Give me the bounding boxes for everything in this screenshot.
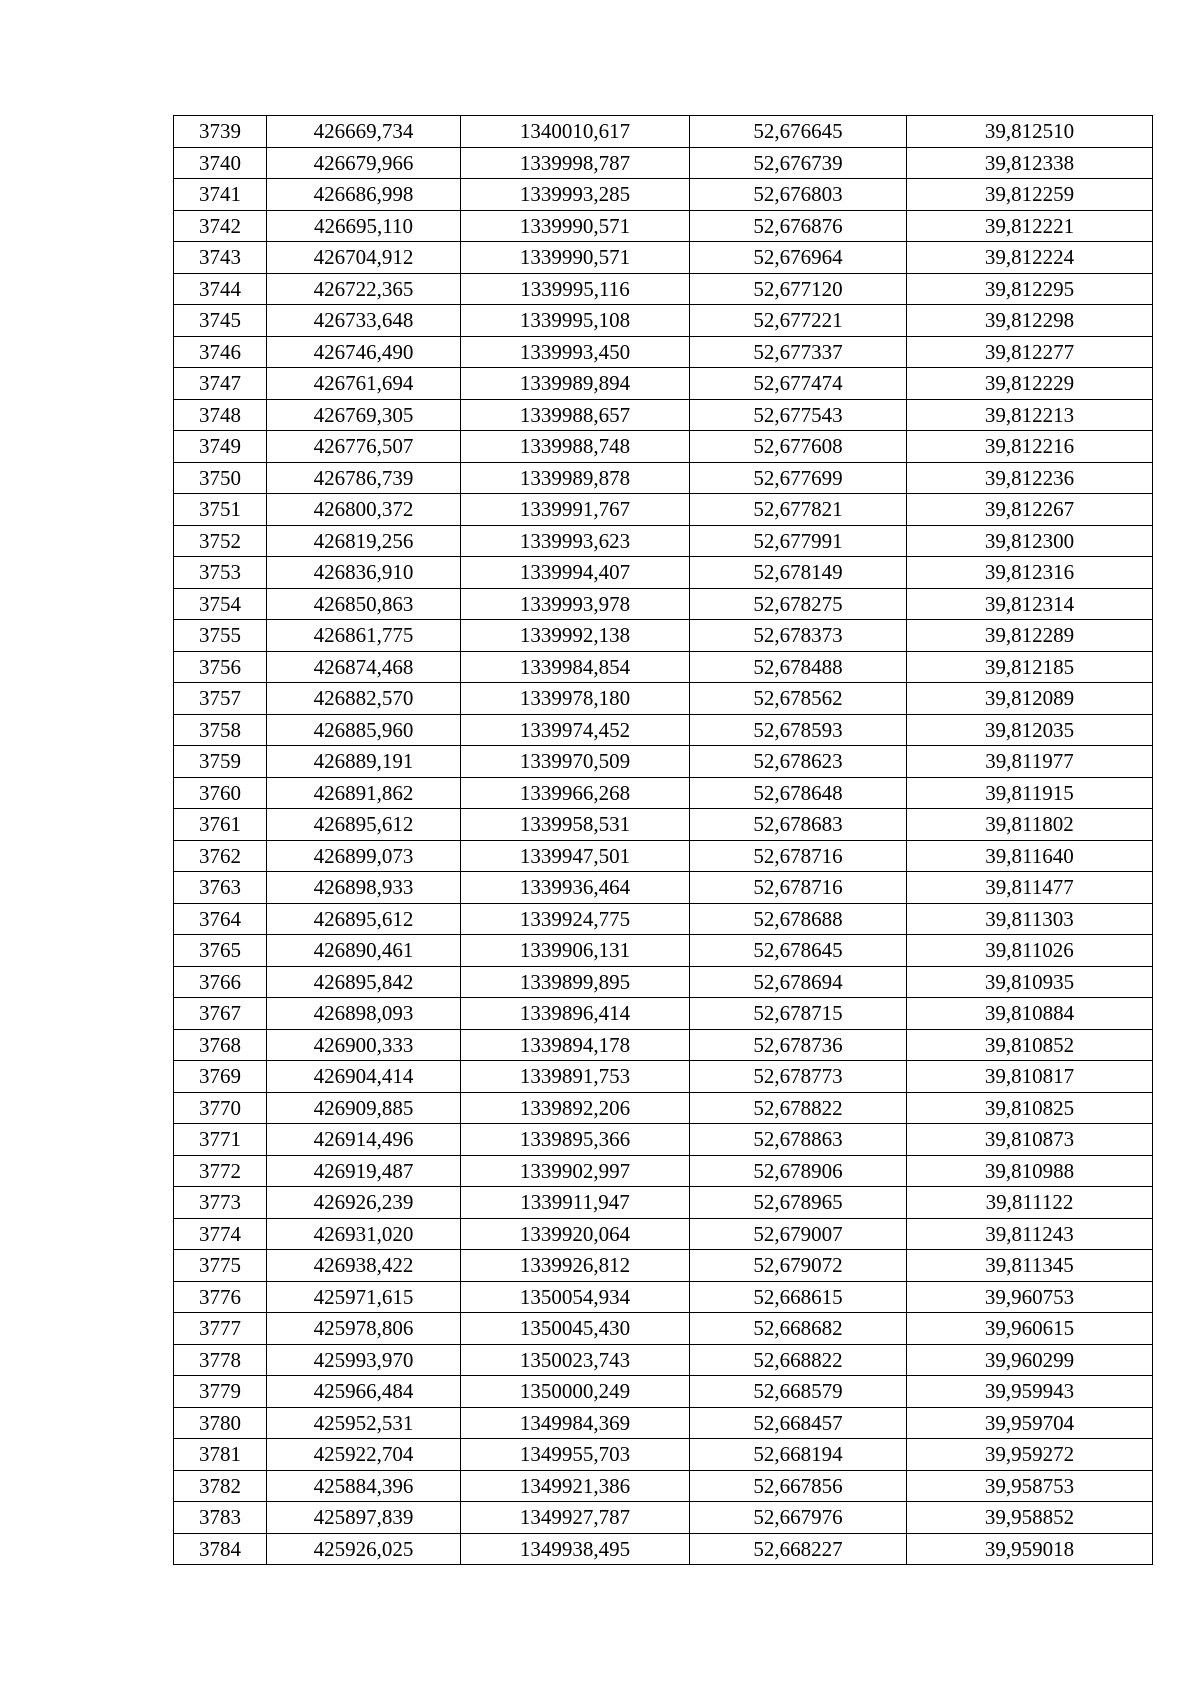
latitude-cell: 52,678149 bbox=[690, 557, 907, 589]
longitude-cell: 39,812295 bbox=[907, 273, 1153, 305]
y-coordinate-cell: 1339995,108 bbox=[461, 305, 690, 337]
point-number-cell: 3762 bbox=[174, 840, 267, 872]
latitude-cell: 52,668682 bbox=[690, 1313, 907, 1345]
point-number-cell: 3742 bbox=[174, 210, 267, 242]
table-row bbox=[174, 1155, 1153, 1187]
longitude-cell: 39,812298 bbox=[907, 305, 1153, 337]
longitude-cell: 39,810817 bbox=[907, 1061, 1153, 1093]
point-number-cell: 3751 bbox=[174, 494, 267, 526]
y-coordinate-cell: 1339947,501 bbox=[461, 840, 690, 872]
y-coordinate-cell: 1350023,743 bbox=[461, 1344, 690, 1376]
point-number-cell: 3770 bbox=[174, 1092, 267, 1124]
latitude-cell: 52,678373 bbox=[690, 620, 907, 652]
x-coordinate-cell: 425952,531 bbox=[267, 1407, 461, 1439]
y-coordinate-cell: 1339993,623 bbox=[461, 525, 690, 557]
longitude-cell: 39,958753 bbox=[907, 1470, 1153, 1502]
table-row bbox=[174, 1313, 1153, 1345]
latitude-cell: 52,678965 bbox=[690, 1187, 907, 1219]
x-coordinate-cell: 426898,933 bbox=[267, 872, 461, 904]
x-coordinate-cell: 426679,966 bbox=[267, 147, 461, 179]
latitude-cell: 52,668194 bbox=[690, 1439, 907, 1471]
y-coordinate-cell: 1339895,366 bbox=[461, 1124, 690, 1156]
longitude-cell: 39,812035 bbox=[907, 714, 1153, 746]
point-number-cell: 3756 bbox=[174, 651, 267, 683]
x-coordinate-cell: 426895,612 bbox=[267, 809, 461, 841]
point-number-cell: 3740 bbox=[174, 147, 267, 179]
x-coordinate-cell: 426776,507 bbox=[267, 431, 461, 463]
longitude-cell: 39,812185 bbox=[907, 651, 1153, 683]
longitude-cell: 39,960753 bbox=[907, 1281, 1153, 1313]
latitude-cell: 52,676803 bbox=[690, 179, 907, 211]
latitude-cell: 52,678716 bbox=[690, 840, 907, 872]
longitude-cell: 39,810935 bbox=[907, 966, 1153, 998]
point-number-cell: 3780 bbox=[174, 1407, 267, 1439]
longitude-cell: 39,811477 bbox=[907, 872, 1153, 904]
longitude-cell: 39,811243 bbox=[907, 1218, 1153, 1250]
x-coordinate-cell: 426900,333 bbox=[267, 1029, 461, 1061]
latitude-cell: 52,677474 bbox=[690, 368, 907, 400]
point-number-cell: 3763 bbox=[174, 872, 267, 904]
x-coordinate-cell: 426904,414 bbox=[267, 1061, 461, 1093]
point-number-cell: 3778 bbox=[174, 1344, 267, 1376]
x-coordinate-cell: 425897,839 bbox=[267, 1502, 461, 1534]
y-coordinate-cell: 1339924,775 bbox=[461, 903, 690, 935]
y-coordinate-cell: 1349938,495 bbox=[461, 1533, 690, 1565]
latitude-cell: 52,668822 bbox=[690, 1344, 907, 1376]
point-number-cell: 3754 bbox=[174, 588, 267, 620]
latitude-cell: 52,677699 bbox=[690, 462, 907, 494]
longitude-cell: 39,960615 bbox=[907, 1313, 1153, 1345]
longitude-cell: 39,812213 bbox=[907, 399, 1153, 431]
x-coordinate-cell: 425926,025 bbox=[267, 1533, 461, 1565]
y-coordinate-cell: 1339990,571 bbox=[461, 210, 690, 242]
latitude-cell: 52,678275 bbox=[690, 588, 907, 620]
longitude-cell: 39,812338 bbox=[907, 147, 1153, 179]
longitude-cell: 39,810825 bbox=[907, 1092, 1153, 1124]
table-row bbox=[174, 525, 1153, 557]
longitude-cell: 39,812316 bbox=[907, 557, 1153, 589]
table-row bbox=[174, 1407, 1153, 1439]
latitude-cell: 52,678683 bbox=[690, 809, 907, 841]
y-coordinate-cell: 1339926,812 bbox=[461, 1250, 690, 1282]
y-coordinate-cell: 1339990,571 bbox=[461, 242, 690, 274]
y-coordinate-cell: 1339958,531 bbox=[461, 809, 690, 841]
latitude-cell: 52,678736 bbox=[690, 1029, 907, 1061]
latitude-cell: 52,678716 bbox=[690, 872, 907, 904]
point-number-cell: 3748 bbox=[174, 399, 267, 431]
y-coordinate-cell: 1339989,894 bbox=[461, 368, 690, 400]
y-coordinate-cell: 1339896,414 bbox=[461, 998, 690, 1030]
x-coordinate-cell: 426769,305 bbox=[267, 399, 461, 431]
latitude-cell: 52,678863 bbox=[690, 1124, 907, 1156]
table-row bbox=[174, 935, 1153, 967]
x-coordinate-cell: 425922,704 bbox=[267, 1439, 461, 1471]
table-row bbox=[174, 1344, 1153, 1376]
point-number-cell: 3782 bbox=[174, 1470, 267, 1502]
longitude-cell: 39,812229 bbox=[907, 368, 1153, 400]
x-coordinate-cell: 426704,912 bbox=[267, 242, 461, 274]
x-coordinate-cell: 426836,910 bbox=[267, 557, 461, 589]
table-row bbox=[174, 1187, 1153, 1219]
y-coordinate-cell: 1349927,787 bbox=[461, 1502, 690, 1534]
longitude-cell: 39,811802 bbox=[907, 809, 1153, 841]
point-number-cell: 3757 bbox=[174, 683, 267, 715]
table-row bbox=[174, 620, 1153, 652]
longitude-cell: 39,812277 bbox=[907, 336, 1153, 368]
table-row bbox=[174, 462, 1153, 494]
table-row bbox=[174, 1092, 1153, 1124]
y-coordinate-cell: 1350000,249 bbox=[461, 1376, 690, 1408]
table-row bbox=[174, 809, 1153, 841]
x-coordinate-cell: 426919,487 bbox=[267, 1155, 461, 1187]
y-coordinate-cell: 1339978,180 bbox=[461, 683, 690, 715]
latitude-cell: 52,678715 bbox=[690, 998, 907, 1030]
y-coordinate-cell: 1340010,617 bbox=[461, 116, 690, 148]
x-coordinate-cell: 425971,615 bbox=[267, 1281, 461, 1313]
table-row bbox=[174, 683, 1153, 715]
x-coordinate-cell: 426861,775 bbox=[267, 620, 461, 652]
longitude-cell: 39,812224 bbox=[907, 242, 1153, 274]
point-number-cell: 3760 bbox=[174, 777, 267, 809]
x-coordinate-cell: 426914,496 bbox=[267, 1124, 461, 1156]
table-row bbox=[174, 399, 1153, 431]
latitude-cell: 52,678645 bbox=[690, 935, 907, 967]
table-row bbox=[174, 1470, 1153, 1502]
longitude-cell: 39,812300 bbox=[907, 525, 1153, 557]
point-number-cell: 3773 bbox=[174, 1187, 267, 1219]
x-coordinate-cell: 426686,998 bbox=[267, 179, 461, 211]
latitude-cell: 52,678773 bbox=[690, 1061, 907, 1093]
x-coordinate-cell: 426891,862 bbox=[267, 777, 461, 809]
point-number-cell: 3767 bbox=[174, 998, 267, 1030]
point-number-cell: 3775 bbox=[174, 1250, 267, 1282]
table-row bbox=[174, 1061, 1153, 1093]
x-coordinate-cell: 426895,612 bbox=[267, 903, 461, 935]
latitude-cell: 52,677991 bbox=[690, 525, 907, 557]
table-row bbox=[174, 1281, 1153, 1313]
point-number-cell: 3764 bbox=[174, 903, 267, 935]
latitude-cell: 52,678648 bbox=[690, 777, 907, 809]
x-coordinate-cell: 426819,256 bbox=[267, 525, 461, 557]
latitude-cell: 52,677608 bbox=[690, 431, 907, 463]
x-coordinate-cell: 425978,806 bbox=[267, 1313, 461, 1345]
longitude-cell: 39,810873 bbox=[907, 1124, 1153, 1156]
latitude-cell: 52,678694 bbox=[690, 966, 907, 998]
x-coordinate-cell: 426889,191 bbox=[267, 746, 461, 778]
latitude-cell: 52,678623 bbox=[690, 746, 907, 778]
y-coordinate-cell: 1339920,064 bbox=[461, 1218, 690, 1250]
point-number-cell: 3743 bbox=[174, 242, 267, 274]
y-coordinate-cell: 1339994,407 bbox=[461, 557, 690, 589]
longitude-cell: 39,811345 bbox=[907, 1250, 1153, 1282]
table-row bbox=[174, 431, 1153, 463]
table-row bbox=[174, 1502, 1153, 1534]
point-number-cell: 3739 bbox=[174, 116, 267, 148]
longitude-cell: 39,812216 bbox=[907, 431, 1153, 463]
y-coordinate-cell: 1339984,854 bbox=[461, 651, 690, 683]
point-number-cell: 3765 bbox=[174, 935, 267, 967]
table-row bbox=[174, 1533, 1153, 1565]
longitude-cell: 39,810988 bbox=[907, 1155, 1153, 1187]
point-number-cell: 3759 bbox=[174, 746, 267, 778]
y-coordinate-cell: 1339891,753 bbox=[461, 1061, 690, 1093]
point-number-cell: 3741 bbox=[174, 179, 267, 211]
point-number-cell: 3776 bbox=[174, 1281, 267, 1313]
longitude-cell: 39,810884 bbox=[907, 998, 1153, 1030]
latitude-cell: 52,679007 bbox=[690, 1218, 907, 1250]
x-coordinate-cell: 426909,885 bbox=[267, 1092, 461, 1124]
table-row bbox=[174, 273, 1153, 305]
x-coordinate-cell: 426926,239 bbox=[267, 1187, 461, 1219]
x-coordinate-cell: 426695,110 bbox=[267, 210, 461, 242]
table-row bbox=[174, 777, 1153, 809]
longitude-cell: 39,811026 bbox=[907, 935, 1153, 967]
y-coordinate-cell: 1339970,509 bbox=[461, 746, 690, 778]
y-coordinate-cell: 1349984,369 bbox=[461, 1407, 690, 1439]
table-row bbox=[174, 966, 1153, 998]
x-coordinate-cell: 425966,484 bbox=[267, 1376, 461, 1408]
table-row bbox=[174, 714, 1153, 746]
table-row bbox=[174, 1124, 1153, 1156]
point-number-cell: 3774 bbox=[174, 1218, 267, 1250]
point-number-cell: 3769 bbox=[174, 1061, 267, 1093]
latitude-cell: 52,668457 bbox=[690, 1407, 907, 1439]
point-number-cell: 3771 bbox=[174, 1124, 267, 1156]
x-coordinate-cell: 425993,970 bbox=[267, 1344, 461, 1376]
y-coordinate-cell: 1339894,178 bbox=[461, 1029, 690, 1061]
coordinates-table-body bbox=[174, 116, 1153, 1565]
table-row bbox=[174, 116, 1153, 148]
point-number-cell: 3749 bbox=[174, 431, 267, 463]
table-row bbox=[174, 1376, 1153, 1408]
x-coordinate-cell: 426761,694 bbox=[267, 368, 461, 400]
y-coordinate-cell: 1339998,787 bbox=[461, 147, 690, 179]
table-row bbox=[174, 903, 1153, 935]
longitude-cell: 39,811640 bbox=[907, 840, 1153, 872]
latitude-cell: 52,679072 bbox=[690, 1250, 907, 1282]
table-row bbox=[174, 179, 1153, 211]
latitude-cell: 52,667976 bbox=[690, 1502, 907, 1534]
table-row bbox=[174, 998, 1153, 1030]
table-row bbox=[174, 147, 1153, 179]
latitude-cell: 52,678562 bbox=[690, 683, 907, 715]
point-number-cell: 3745 bbox=[174, 305, 267, 337]
latitude-cell: 52,678688 bbox=[690, 903, 907, 935]
longitude-cell: 39,812259 bbox=[907, 179, 1153, 211]
latitude-cell: 52,676876 bbox=[690, 210, 907, 242]
x-coordinate-cell: 426890,461 bbox=[267, 935, 461, 967]
longitude-cell: 39,812089 bbox=[907, 683, 1153, 715]
longitude-cell: 39,811303 bbox=[907, 903, 1153, 935]
latitude-cell: 52,678593 bbox=[690, 714, 907, 746]
latitude-cell: 52,668227 bbox=[690, 1533, 907, 1565]
x-coordinate-cell: 426746,490 bbox=[267, 336, 461, 368]
coordinates-table bbox=[173, 115, 1153, 1565]
y-coordinate-cell: 1349921,386 bbox=[461, 1470, 690, 1502]
longitude-cell: 39,960299 bbox=[907, 1344, 1153, 1376]
point-number-cell: 3746 bbox=[174, 336, 267, 368]
longitude-cell: 39,812289 bbox=[907, 620, 1153, 652]
latitude-cell: 52,668615 bbox=[690, 1281, 907, 1313]
y-coordinate-cell: 1339991,767 bbox=[461, 494, 690, 526]
longitude-cell: 39,812236 bbox=[907, 462, 1153, 494]
x-coordinate-cell: 425884,396 bbox=[267, 1470, 461, 1502]
latitude-cell: 52,677221 bbox=[690, 305, 907, 337]
latitude-cell: 52,677543 bbox=[690, 399, 907, 431]
x-coordinate-cell: 426895,842 bbox=[267, 966, 461, 998]
latitude-cell: 52,676739 bbox=[690, 147, 907, 179]
point-number-cell: 3761 bbox=[174, 809, 267, 841]
latitude-cell: 52,677337 bbox=[690, 336, 907, 368]
table-row bbox=[174, 305, 1153, 337]
longitude-cell: 39,810852 bbox=[907, 1029, 1153, 1061]
point-number-cell: 3758 bbox=[174, 714, 267, 746]
table-row bbox=[174, 242, 1153, 274]
point-number-cell: 3779 bbox=[174, 1376, 267, 1408]
x-coordinate-cell: 426885,960 bbox=[267, 714, 461, 746]
y-coordinate-cell: 1339902,997 bbox=[461, 1155, 690, 1187]
x-coordinate-cell: 426722,365 bbox=[267, 273, 461, 305]
y-coordinate-cell: 1339899,895 bbox=[461, 966, 690, 998]
table-row bbox=[174, 1439, 1153, 1471]
x-coordinate-cell: 426669,734 bbox=[267, 116, 461, 148]
table-row bbox=[174, 557, 1153, 589]
latitude-cell: 52,678488 bbox=[690, 651, 907, 683]
longitude-cell: 39,959018 bbox=[907, 1533, 1153, 1565]
latitude-cell: 52,677120 bbox=[690, 273, 907, 305]
table-row bbox=[174, 1250, 1153, 1282]
y-coordinate-cell: 1339974,452 bbox=[461, 714, 690, 746]
x-coordinate-cell: 426874,468 bbox=[267, 651, 461, 683]
longitude-cell: 39,959704 bbox=[907, 1407, 1153, 1439]
point-number-cell: 3766 bbox=[174, 966, 267, 998]
point-number-cell: 3784 bbox=[174, 1533, 267, 1565]
x-coordinate-cell: 426733,648 bbox=[267, 305, 461, 337]
longitude-cell: 39,811122 bbox=[907, 1187, 1153, 1219]
point-number-cell: 3753 bbox=[174, 557, 267, 589]
y-coordinate-cell: 1339988,748 bbox=[461, 431, 690, 463]
y-coordinate-cell: 1339892,206 bbox=[461, 1092, 690, 1124]
table-row bbox=[174, 651, 1153, 683]
table-row bbox=[174, 840, 1153, 872]
y-coordinate-cell: 1339992,138 bbox=[461, 620, 690, 652]
table-row bbox=[174, 1218, 1153, 1250]
y-coordinate-cell: 1339936,464 bbox=[461, 872, 690, 904]
table-row bbox=[174, 210, 1153, 242]
longitude-cell: 39,812267 bbox=[907, 494, 1153, 526]
x-coordinate-cell: 426938,422 bbox=[267, 1250, 461, 1282]
longitude-cell: 39,958852 bbox=[907, 1502, 1153, 1534]
table-row bbox=[174, 336, 1153, 368]
y-coordinate-cell: 1339989,878 bbox=[461, 462, 690, 494]
latitude-cell: 52,676645 bbox=[690, 116, 907, 148]
table-row bbox=[174, 1029, 1153, 1061]
longitude-cell: 39,812221 bbox=[907, 210, 1153, 242]
y-coordinate-cell: 1349955,703 bbox=[461, 1439, 690, 1471]
latitude-cell: 52,678906 bbox=[690, 1155, 907, 1187]
point-number-cell: 3752 bbox=[174, 525, 267, 557]
point-number-cell: 3744 bbox=[174, 273, 267, 305]
y-coordinate-cell: 1339993,978 bbox=[461, 588, 690, 620]
x-coordinate-cell: 426899,073 bbox=[267, 840, 461, 872]
table-row bbox=[174, 746, 1153, 778]
latitude-cell: 52,677821 bbox=[690, 494, 907, 526]
latitude-cell: 52,667856 bbox=[690, 1470, 907, 1502]
x-coordinate-cell: 426898,093 bbox=[267, 998, 461, 1030]
x-coordinate-cell: 426931,020 bbox=[267, 1218, 461, 1250]
table-row bbox=[174, 494, 1153, 526]
longitude-cell: 39,959272 bbox=[907, 1439, 1153, 1471]
y-coordinate-cell: 1339966,268 bbox=[461, 777, 690, 809]
point-number-cell: 3772 bbox=[174, 1155, 267, 1187]
y-coordinate-cell: 1339993,285 bbox=[461, 179, 690, 211]
x-coordinate-cell: 426882,570 bbox=[267, 683, 461, 715]
y-coordinate-cell: 1339988,657 bbox=[461, 399, 690, 431]
y-coordinate-cell: 1339995,116 bbox=[461, 273, 690, 305]
table-row bbox=[174, 368, 1153, 400]
table-row bbox=[174, 588, 1153, 620]
point-number-cell: 3777 bbox=[174, 1313, 267, 1345]
longitude-cell: 39,959943 bbox=[907, 1376, 1153, 1408]
y-coordinate-cell: 1350045,430 bbox=[461, 1313, 690, 1345]
point-number-cell: 3768 bbox=[174, 1029, 267, 1061]
y-coordinate-cell: 1339993,450 bbox=[461, 336, 690, 368]
latitude-cell: 52,668579 bbox=[690, 1376, 907, 1408]
latitude-cell: 52,678822 bbox=[690, 1092, 907, 1124]
y-coordinate-cell: 1339906,131 bbox=[461, 935, 690, 967]
table-row bbox=[174, 872, 1153, 904]
point-number-cell: 3750 bbox=[174, 462, 267, 494]
point-number-cell: 3755 bbox=[174, 620, 267, 652]
point-number-cell: 3783 bbox=[174, 1502, 267, 1534]
y-coordinate-cell: 1339911,947 bbox=[461, 1187, 690, 1219]
longitude-cell: 39,811915 bbox=[907, 777, 1153, 809]
x-coordinate-cell: 426786,739 bbox=[267, 462, 461, 494]
longitude-cell: 39,811977 bbox=[907, 746, 1153, 778]
longitude-cell: 39,812510 bbox=[907, 116, 1153, 148]
longitude-cell: 39,812314 bbox=[907, 588, 1153, 620]
x-coordinate-cell: 426800,372 bbox=[267, 494, 461, 526]
point-number-cell: 3781 bbox=[174, 1439, 267, 1471]
latitude-cell: 52,676964 bbox=[690, 242, 907, 274]
point-number-cell: 3747 bbox=[174, 368, 267, 400]
x-coordinate-cell: 426850,863 bbox=[267, 588, 461, 620]
y-coordinate-cell: 1350054,934 bbox=[461, 1281, 690, 1313]
